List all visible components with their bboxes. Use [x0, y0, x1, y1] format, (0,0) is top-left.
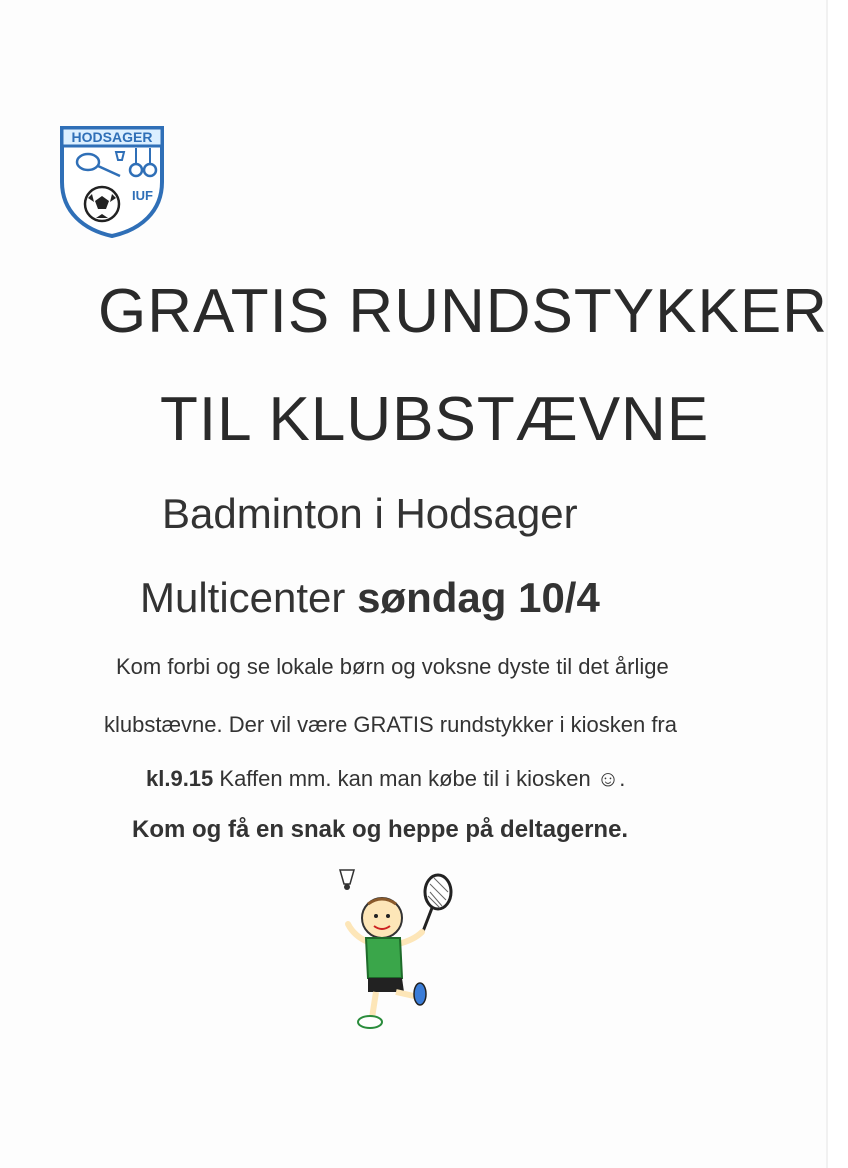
event-date: søndag 10/4 — [357, 574, 600, 621]
start-time: kl.9.15 — [146, 766, 214, 791]
subheading-line-2 — [140, 574, 600, 622]
badminton-kid-illustration — [328, 866, 468, 1036]
club-logo — [58, 124, 166, 238]
headline-line-1: GRATIS RUNDSTYKKER — [98, 277, 828, 346]
body-line-2: klubstævne. Der vil være GRATIS rundstykker i kiosken fra — [104, 712, 677, 737]
body-line-3 — [146, 766, 625, 792]
closing-line: Kom og få en snak og heppe på deltagerne. — [132, 816, 629, 843]
body-line-1: Kom forbi og se lokale børn og voksne dyste til det årlige — [116, 654, 669, 679]
logo-text: HODSAGER — [71, 129, 153, 145]
subheading-line-1: Badminton i Hodsager — [162, 490, 578, 537]
logo-club-text: IUF — [132, 188, 153, 203]
subheading-regular: Multicenter — [140, 574, 358, 621]
coffee-text: Kaffen mm. kan man købe til i kiosken ☺. — [213, 766, 626, 791]
headline-line-2: TIL KLUBSTÆVNE — [160, 385, 710, 454]
